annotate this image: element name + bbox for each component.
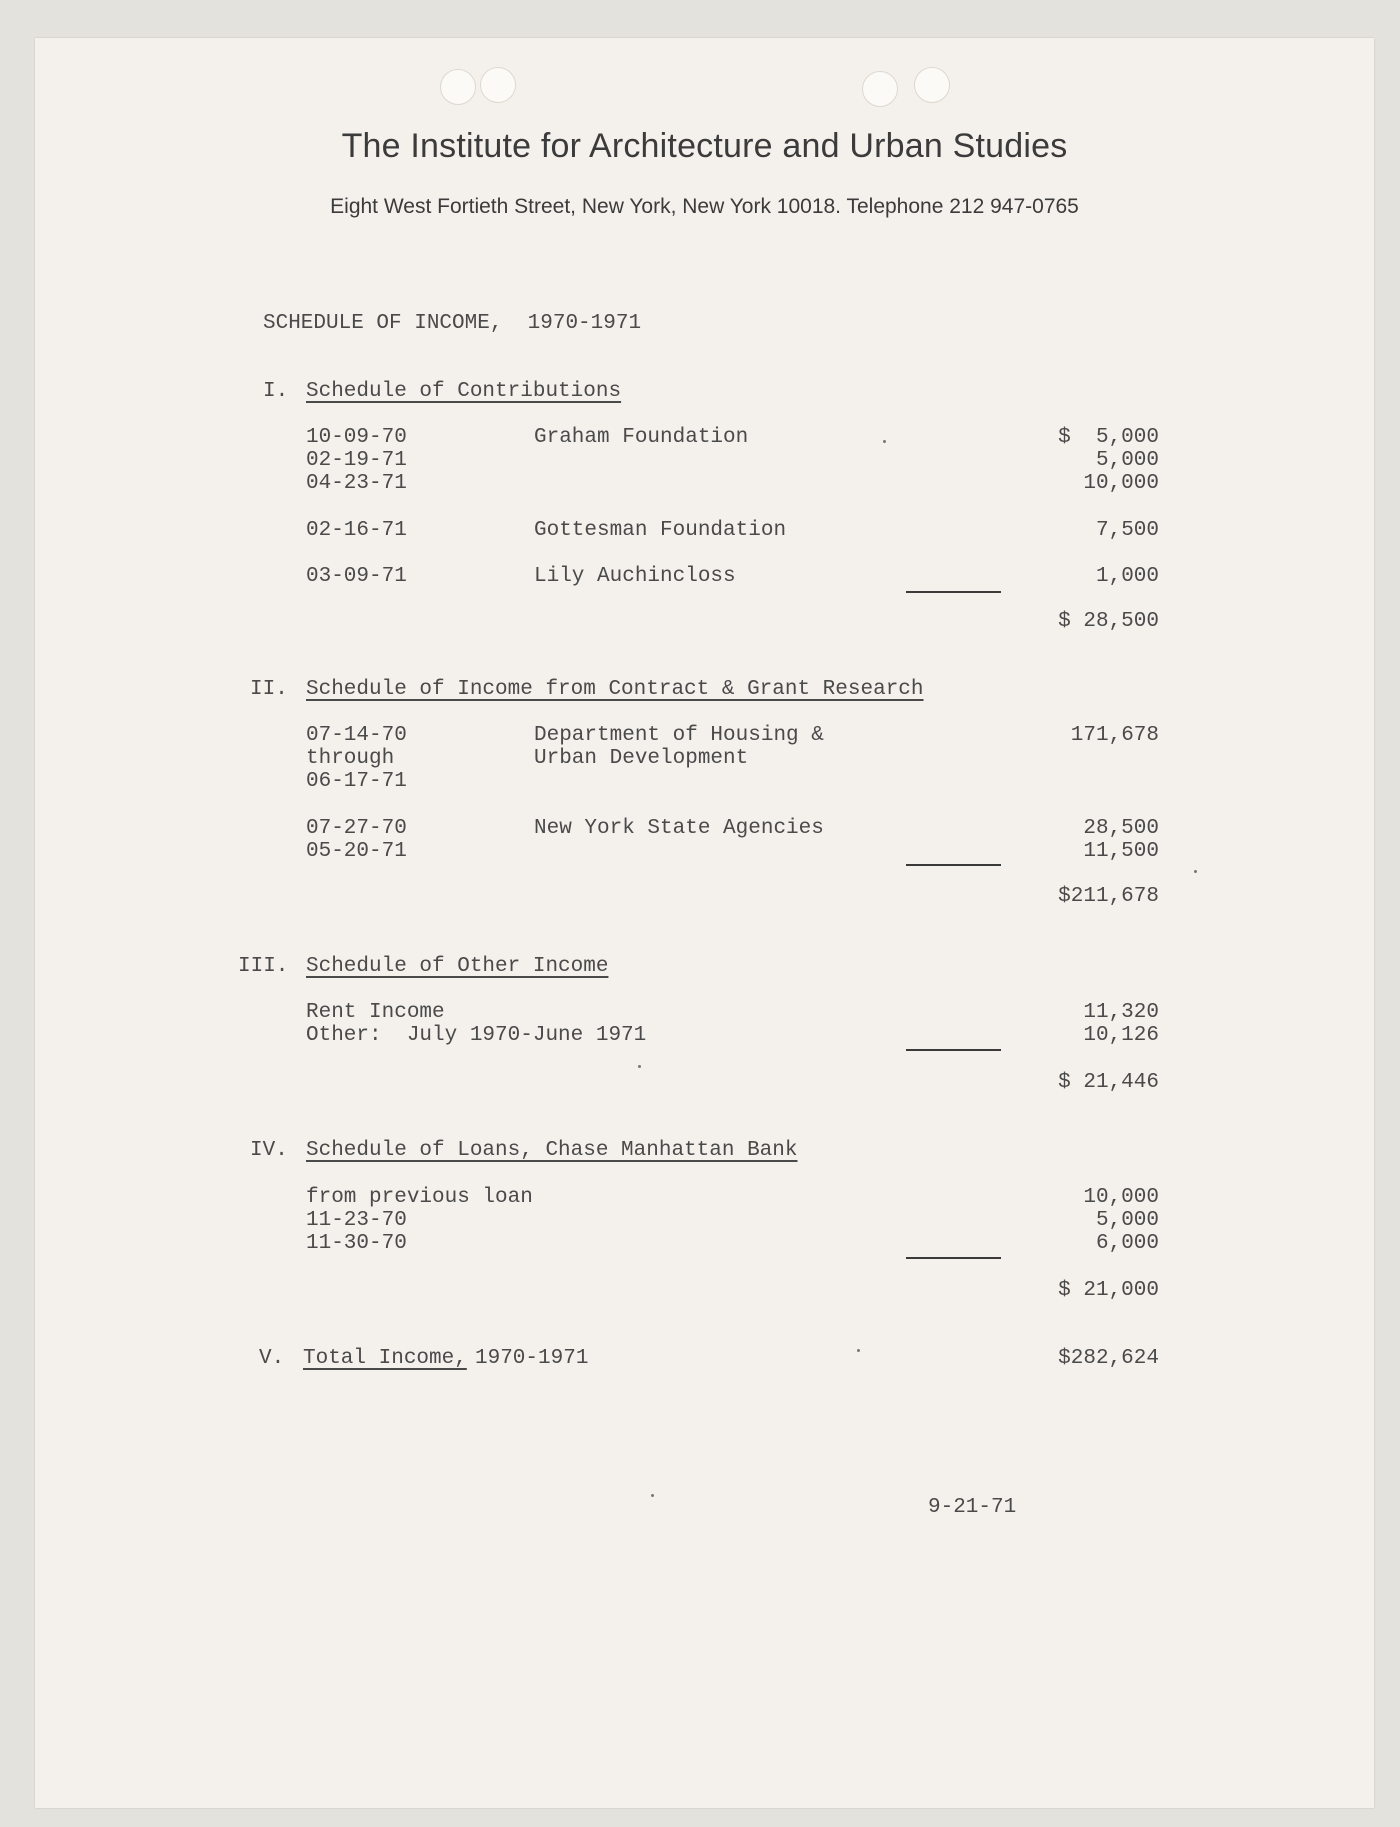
- punch-hole: [862, 71, 898, 107]
- entry-amount: 6,000: [1095, 1232, 1159, 1255]
- section-numeral: II.: [250, 678, 288, 701]
- entry-date: 04-23-71: [306, 472, 407, 495]
- entry-amount: 5,000: [1095, 449, 1159, 472]
- entry-date: 03-09-71: [306, 565, 407, 588]
- entry-date: 02-19-71: [306, 449, 407, 472]
- letterhead-address: Eight West Fortieth Street, New York, New York 10018. Telephone 212 947-0765: [330, 195, 1079, 218]
- section-title: Schedule of Loans, Chase Manhattan Bank: [306, 1139, 798, 1162]
- section-total: $ 21,000: [1058, 1279, 1159, 1302]
- entry-name: Graham Foundation: [534, 426, 749, 449]
- section-numeral: I.: [263, 380, 289, 403]
- section-total: $ 21,446: [1058, 1071, 1159, 1094]
- entry-date: through: [306, 747, 395, 770]
- paper-speck: [651, 1494, 654, 1497]
- entry-amount: 10,126: [1083, 1024, 1159, 1047]
- entry-amount: 10,000: [1083, 472, 1159, 495]
- paper-speck: [857, 1349, 860, 1352]
- document-page: [35, 38, 1374, 1808]
- section-numeral: IV.: [250, 1139, 288, 1162]
- entry-name: Lily Auchincloss: [534, 565, 736, 588]
- paper-speck: [638, 1065, 641, 1068]
- section-total: $ 28,500: [1058, 610, 1159, 633]
- section-title-suffix: 1970-1971: [475, 1347, 589, 1370]
- entry-amount: 28,500: [1083, 817, 1159, 840]
- subtotal-rule: [906, 591, 1001, 593]
- punch-hole: [440, 69, 476, 105]
- section-title: Total Income,: [303, 1347, 467, 1370]
- entry-amount: 10,000: [1083, 1186, 1159, 1209]
- subtotal-rule: [906, 1049, 1001, 1051]
- entry-amount: 1,000: [1095, 565, 1159, 588]
- entry-amount: 11,500: [1083, 840, 1159, 863]
- paper-speck: [883, 440, 886, 443]
- entry-date: 02-16-71: [306, 519, 407, 542]
- letterhead-title: The Institute for Architecture and Urban Studies: [341, 127, 1068, 165]
- entry-name: New York State Agencies: [534, 817, 824, 840]
- entry-name: Department of Housing &: [534, 724, 824, 747]
- entry-date: 07-14-70: [306, 724, 407, 747]
- entry-name: Gottesman Foundation: [534, 519, 787, 542]
- grand-total: $282,624: [1058, 1347, 1159, 1370]
- entry-label: 11-23-70: [306, 1209, 407, 1232]
- subtotal-rule: [906, 1257, 1001, 1259]
- entry-label: 11-30-70: [306, 1232, 407, 1255]
- entry-date: 07-27-70: [306, 817, 407, 840]
- section-total: $211,678: [1058, 885, 1159, 908]
- subtotal-rule: [906, 864, 1001, 866]
- entry-amount: 171,678: [1070, 724, 1159, 747]
- paper-speck: [1194, 870, 1197, 873]
- footer-date: 9-21-71: [928, 1496, 1017, 1519]
- section-numeral: V.: [259, 1347, 285, 1370]
- section-title: Schedule of Income from Contract & Grant Research: [306, 678, 924, 701]
- entry-amount: 11,320: [1083, 1001, 1159, 1024]
- entry-amount: 5,000: [1095, 1209, 1159, 1232]
- entry-amount: 7,500: [1095, 519, 1159, 542]
- section-numeral: III.: [238, 955, 289, 978]
- entry-date: 06-17-71: [306, 770, 407, 793]
- entry-label: Rent Income: [306, 1001, 445, 1024]
- section-title: Schedule of Other Income: [306, 955, 609, 978]
- entry-label: from previous loan: [306, 1186, 533, 1209]
- entry-label: Other: July 1970-June 1971: [306, 1024, 647, 1047]
- entry-date: 05-20-71: [306, 840, 407, 863]
- punch-hole: [914, 67, 950, 103]
- entry-name: Urban Development: [534, 747, 749, 770]
- entry-amount: $ 5,000: [1058, 426, 1159, 449]
- document-heading: SCHEDULE OF INCOME, 1970-1971: [263, 312, 642, 335]
- punch-hole: [480, 67, 516, 103]
- entry-date: 10-09-70: [306, 426, 407, 449]
- section-title: Schedule of Contributions: [306, 380, 622, 403]
